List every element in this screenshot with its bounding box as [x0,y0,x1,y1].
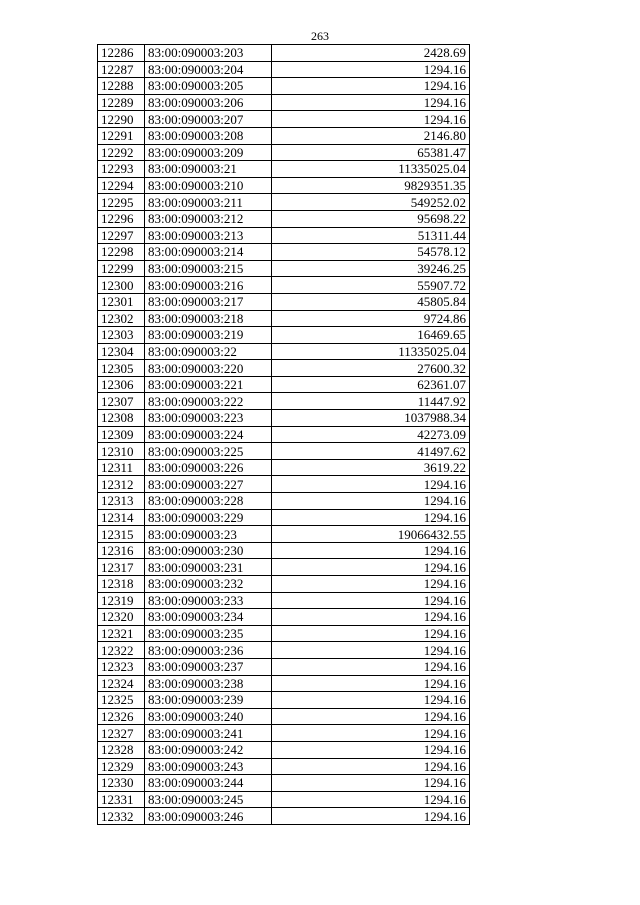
cadastral-number-cell: 83:00:090003:222 [145,393,272,410]
cadastral-value-cell: 1294.16 [272,542,470,559]
row-index-cell: 12306 [98,376,145,393]
row-index-cell: 12286 [98,45,145,62]
cadastral-number-cell: 83:00:090003:215 [145,260,272,277]
cadastral-value-cell: 42273.09 [272,426,470,443]
table-row [98,293,470,310]
table-row [98,244,470,261]
table-row [98,559,470,576]
row-index-cell: 12312 [98,476,145,493]
row-index-cell: 12329 [98,758,145,775]
table-row [98,459,470,476]
cadastral-number-cell: 83:00:090003:214 [145,244,272,261]
table-row [98,476,470,493]
table-row [98,542,470,559]
table-row [98,343,470,360]
table-row [98,177,470,194]
cadastral-value-cell: 1294.16 [272,609,470,626]
cadastral-value-cell: 1294.16 [272,758,470,775]
cadastral-value-cell: 95698.22 [272,210,470,227]
cadastral-value-cell: 62361.07 [272,376,470,393]
cadastral-value-cell: 1294.16 [272,592,470,609]
cadastral-value-cell: 1294.16 [272,576,470,593]
table-row [98,210,470,227]
cadastral-value-cell: 9724.86 [272,310,470,327]
cadastral-number-cell: 83:00:090003:231 [145,559,272,576]
table-row [98,144,470,161]
row-index-cell: 12299 [98,260,145,277]
cadastral-value-cell: 45805.84 [272,293,470,310]
row-index-cell: 12293 [98,161,145,178]
cadastral-number-cell: 83:00:090003:235 [145,625,272,642]
table-row [98,78,470,95]
cadastral-value-cell: 1294.16 [272,94,470,111]
cadastral-value-cell: 9829351.35 [272,177,470,194]
row-index-cell: 12292 [98,144,145,161]
cadastral-value-cell: 11335025.04 [272,161,470,178]
table-row [98,791,470,808]
row-index-cell: 12287 [98,61,145,78]
table-row [98,310,470,327]
cadastral-number-cell: 83:00:090003:23 [145,526,272,543]
cadastral-number-cell: 83:00:090003:205 [145,78,272,95]
cadastral-number-cell: 83:00:090003:219 [145,327,272,344]
cadastral-number-cell: 83:00:090003:245 [145,791,272,808]
cadastral-number-cell: 83:00:090003:221 [145,376,272,393]
row-index-cell: 12328 [98,741,145,758]
cadastral-number-cell: 83:00:090003:236 [145,642,272,659]
cadastral-number-cell: 83:00:090003:207 [145,111,272,128]
table-row [98,725,470,742]
row-index-cell: 12289 [98,94,145,111]
cadastral-number-cell: 83:00:090003:217 [145,293,272,310]
row-index-cell: 12298 [98,244,145,261]
row-index-cell: 12316 [98,542,145,559]
table-row [98,758,470,775]
table-row [98,808,470,825]
row-index-cell: 12291 [98,127,145,144]
cadastral-value-cell: 1294.16 [272,111,470,128]
cadastral-number-cell: 83:00:090003:240 [145,708,272,725]
cadastral-number-cell: 83:00:090003:203 [145,45,272,62]
cadastral-value-cell: 1294.16 [272,808,470,825]
row-index-cell: 12307 [98,393,145,410]
cadastral-number-cell: 83:00:090003:223 [145,410,272,427]
cadastral-value-cell: 55907.72 [272,277,470,294]
row-index-cell: 12311 [98,459,145,476]
row-index-cell: 12321 [98,625,145,642]
cadastral-number-cell: 83:00:090003:21 [145,161,272,178]
cadastral-number-cell: 83:00:090003:204 [145,61,272,78]
cadastral-value-cell: 1294.16 [272,509,470,526]
cadastral-number-cell: 83:00:090003:206 [145,94,272,111]
cadastral-number-cell: 83:00:090003:228 [145,493,272,510]
cadastral-value-cell: 27600.32 [272,360,470,377]
table-row [98,376,470,393]
cadastral-number-cell: 83:00:090003:232 [145,576,272,593]
row-index-cell: 12302 [98,310,145,327]
cadastral-value-cell: 16469.65 [272,327,470,344]
cadastral-value-cell: 1294.16 [272,791,470,808]
row-index-cell: 12310 [98,443,145,460]
cadastral-value-cell: 19066432.55 [272,526,470,543]
cadastral-value-cell: 1294.16 [272,675,470,692]
cadastral-number-cell: 83:00:090003:213 [145,227,272,244]
row-index-cell: 12296 [98,210,145,227]
table-row [98,708,470,725]
cadastral-number-cell: 83:00:090003:220 [145,360,272,377]
table-row [98,393,470,410]
cadastral-number-cell: 83:00:090003:208 [145,127,272,144]
cadastral-value-cell: 11447.92 [272,393,470,410]
row-index-cell: 12323 [98,658,145,675]
cadastral-value-cell: 1294.16 [272,625,470,642]
table-row [98,127,470,144]
row-index-cell: 12318 [98,576,145,593]
cadastral-number-cell: 83:00:090003:237 [145,658,272,675]
cadastral-number-cell: 83:00:090003:238 [145,675,272,692]
cadastral-value-cell: 1294.16 [272,775,470,792]
row-index-cell: 12331 [98,791,145,808]
cadastral-value-cell: 1294.16 [272,658,470,675]
cadastral-number-cell: 83:00:090003:227 [145,476,272,493]
row-index-cell: 12308 [98,410,145,427]
row-index-cell: 12297 [98,227,145,244]
row-index-cell: 12314 [98,509,145,526]
cadastral-number-cell: 83:00:090003:226 [145,459,272,476]
table-row [98,576,470,593]
cadastral-number-cell: 83:00:090003:22 [145,343,272,360]
cadastral-number-cell: 83:00:090003:243 [145,758,272,775]
table-row [98,642,470,659]
cadastral-value-cell: 39246.25 [272,260,470,277]
cadastral-number-cell: 83:00:090003:241 [145,725,272,742]
cadastral-value-cell: 11335025.04 [272,343,470,360]
table-row [98,360,470,377]
row-index-cell: 12330 [98,775,145,792]
row-index-cell: 12290 [98,111,145,128]
row-index-cell: 12309 [98,426,145,443]
cadastral-number-cell: 83:00:090003:234 [145,609,272,626]
table-row [98,625,470,642]
row-index-cell: 12301 [98,293,145,310]
table-row [98,161,470,178]
row-index-cell: 12313 [98,493,145,510]
cadastral-value-table [97,44,470,825]
cadastral-number-cell: 83:00:090003:209 [145,144,272,161]
cadastral-number-cell: 83:00:090003:229 [145,509,272,526]
table-row [98,658,470,675]
cadastral-value-cell: 2146.80 [272,127,470,144]
cadastral-value-cell: 54578.12 [272,244,470,261]
table-row [98,592,470,609]
table-row [98,675,470,692]
cadastral-number-cell: 83:00:090003:233 [145,592,272,609]
table-row [98,111,470,128]
cadastral-number-cell: 83:00:090003:210 [145,177,272,194]
row-index-cell: 12324 [98,675,145,692]
row-index-cell: 12327 [98,725,145,742]
cadastral-value-cell: 1294.16 [272,642,470,659]
cadastral-number-cell: 83:00:090003:230 [145,542,272,559]
cadastral-number-cell: 83:00:090003:225 [145,443,272,460]
cadastral-number-cell: 83:00:090003:216 [145,277,272,294]
cadastral-number-cell: 83:00:090003:242 [145,741,272,758]
cadastral-number-cell: 83:00:090003:239 [145,692,272,709]
row-index-cell: 12317 [98,559,145,576]
row-index-cell: 12295 [98,194,145,211]
cadastral-number-cell: 83:00:090003:212 [145,210,272,227]
table-row [98,493,470,510]
cadastral-value-cell: 1294.16 [272,61,470,78]
cadastral-number-cell: 83:00:090003:211 [145,194,272,211]
cadastral-value-cell: 1294.16 [272,476,470,493]
row-index-cell: 12325 [98,692,145,709]
cadastral-value-cell: 3619.22 [272,459,470,476]
row-index-cell: 12305 [98,360,145,377]
table-row [98,741,470,758]
cadastral-number-cell: 83:00:090003:224 [145,426,272,443]
cadastral-value-cell: 51311.44 [272,227,470,244]
table-row [98,45,470,62]
table-body [98,45,470,825]
cadastral-value-cell: 1294.16 [272,559,470,576]
cadastral-value-cell: 65381.47 [272,144,470,161]
table-row [98,426,470,443]
table-row [98,775,470,792]
row-index-cell: 12288 [98,78,145,95]
row-index-cell: 12294 [98,177,145,194]
cadastral-value-cell: 1294.16 [272,741,470,758]
table-row [98,509,470,526]
row-index-cell: 12303 [98,327,145,344]
page-number: 263 [311,29,329,43]
cadastral-value-cell: 1294.16 [272,725,470,742]
cadastral-value-cell: 549252.02 [272,194,470,211]
table-row [98,609,470,626]
cadastral-number-cell: 83:00:090003:244 [145,775,272,792]
table-row [98,277,470,294]
cadastral-value-cell: 1037988.34 [272,410,470,427]
row-index-cell: 12326 [98,708,145,725]
row-index-cell: 12322 [98,642,145,659]
table-row [98,61,470,78]
table-row [98,227,470,244]
cadastral-value-cell: 1294.16 [272,708,470,725]
table-row [98,94,470,111]
cadastral-value-cell: 1294.16 [272,692,470,709]
table-row [98,327,470,344]
row-index-cell: 12332 [98,808,145,825]
row-index-cell: 12320 [98,609,145,626]
cadastral-value-cell: 1294.16 [272,78,470,95]
table-row [98,260,470,277]
table-row [98,692,470,709]
table-row [98,526,470,543]
table-row [98,443,470,460]
cadastral-value-cell: 1294.16 [272,493,470,510]
table-row [98,410,470,427]
cadastral-value-cell: 2428.69 [272,45,470,62]
row-index-cell: 12300 [98,277,145,294]
cadastral-number-cell: 83:00:090003:218 [145,310,272,327]
cadastral-value-cell: 41497.62 [272,443,470,460]
row-index-cell: 12315 [98,526,145,543]
row-index-cell: 12304 [98,343,145,360]
cadastral-number-cell: 83:00:090003:246 [145,808,272,825]
row-index-cell: 12319 [98,592,145,609]
table-row [98,194,470,211]
